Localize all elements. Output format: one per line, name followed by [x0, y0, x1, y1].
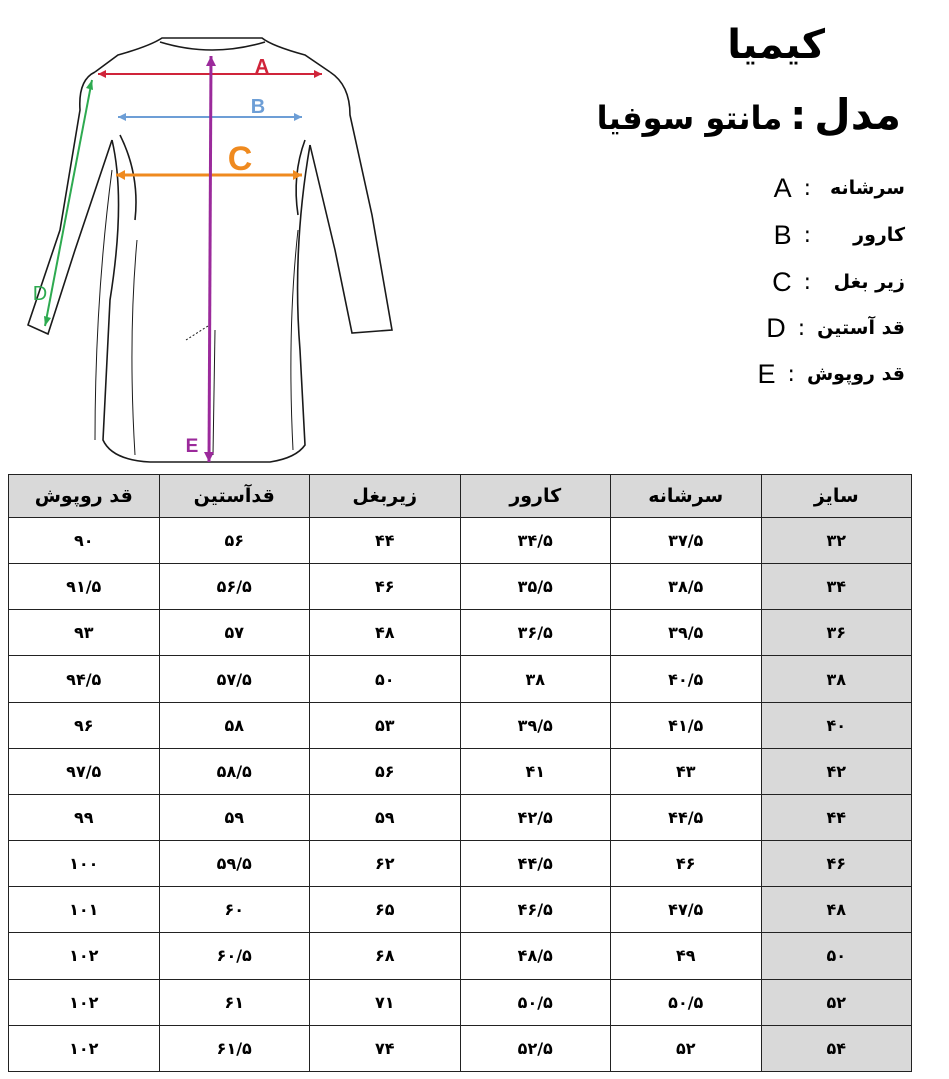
- back-width-cell: ۴۶/۵: [460, 887, 611, 933]
- chest-cell: ۶۲: [310, 841, 461, 887]
- sleeve-length-cell: ۶۱/۵: [159, 1025, 310, 1071]
- chest-cell: ۵۹: [310, 794, 461, 840]
- back-width-cell: ۵۰/۵: [460, 979, 611, 1025]
- coat-length-cell: ۱۰۲: [9, 933, 160, 979]
- back-width-cell: ۳۴/۵: [460, 518, 611, 564]
- legend-row-d: [705, 310, 905, 346]
- sleeve-length-cell: ۵۹: [159, 794, 310, 840]
- back-width-cell: ۴۴/۵: [460, 841, 611, 887]
- coat-length-cell: ۹۹: [9, 794, 160, 840]
- legend-row-a: [705, 170, 905, 206]
- legend-colon: :: [803, 269, 811, 295]
- legend-code: D: [766, 312, 786, 343]
- size-cell: ۴۸: [761, 887, 912, 933]
- back-width-cell: ۴۱: [460, 748, 611, 794]
- coat-length-cell: ۹۰: [9, 518, 160, 564]
- chest-cell: ۵۶: [310, 748, 461, 794]
- header-coat-length: قد روپوش: [9, 475, 160, 518]
- table-row: [9, 702, 912, 748]
- model-name: مانتو سوفیا: [596, 99, 783, 137]
- legend-label: سرشانه: [830, 177, 905, 199]
- shoulder-cell: ۳۷/۵: [611, 518, 762, 564]
- coat-length-cell: ۱۰۱: [9, 887, 160, 933]
- table-row: [9, 610, 912, 656]
- sleeve-length-cell: ۵۸: [159, 702, 310, 748]
- measure-c-label: C: [227, 140, 253, 178]
- back-width-cell: ۴۲/۵: [460, 794, 611, 840]
- shoulder-cell: ۴۰/۵: [611, 656, 762, 702]
- legend-label: قد آستین: [817, 317, 905, 339]
- sleeve-length-cell: ۶۰: [159, 887, 310, 933]
- sleeve-length-cell: ۵۷/۵: [159, 656, 310, 702]
- chest-cell: ۶۸: [310, 933, 461, 979]
- table-row: [9, 841, 912, 887]
- sleeve-length-cell: ۶۱: [159, 979, 310, 1025]
- shoulder-cell: ۴۱/۵: [611, 702, 762, 748]
- legend-colon: :: [797, 315, 806, 341]
- header-sleeve-length: قدآستین: [159, 475, 310, 518]
- chest-cell: ۴۶: [310, 564, 461, 610]
- size-cell: ۴۴: [761, 794, 912, 840]
- legend-code: C: [772, 266, 792, 297]
- back-width-cell: ۳۶/۵: [460, 610, 611, 656]
- legend-colon: :: [803, 222, 811, 248]
- size-cell: ۵۴: [761, 1025, 912, 1071]
- back-width-cell: ۳۵/۵: [460, 564, 611, 610]
- table-row: [9, 887, 912, 933]
- garment-diagram: [0, 0, 420, 470]
- coat-length-cell: ۹۱/۵: [9, 564, 160, 610]
- chest-cell: ۷۴: [310, 1025, 461, 1071]
- measure-d-label: D: [32, 283, 48, 305]
- table-row: [9, 1025, 912, 1071]
- shoulder-cell: ۴۷/۵: [611, 887, 762, 933]
- size-cell: ۳۲: [761, 518, 912, 564]
- coat-length-cell: ۹۳: [9, 610, 160, 656]
- coat-length-cell: ۱۰۲: [9, 979, 160, 1025]
- header-chest: زیربغل: [310, 475, 461, 518]
- chest-cell: ۴۴: [310, 518, 461, 564]
- model-colon: :: [790, 93, 807, 139]
- header-shoulder: سرشانه: [611, 475, 762, 518]
- legend-row-b: [705, 217, 905, 253]
- chest-cell: ۶۵: [310, 887, 461, 933]
- back-width-cell: ۳۹/۵: [460, 702, 611, 748]
- chest-cell: ۵۳: [310, 702, 461, 748]
- shoulder-cell: ۴۳: [611, 748, 762, 794]
- shoulder-cell: ۴۴/۵: [611, 794, 762, 840]
- sleeve-length-cell: ۵۹/۵: [159, 841, 310, 887]
- coat-length-cell: ۹۴/۵: [9, 656, 160, 702]
- size-cell: ۵۲: [761, 979, 912, 1025]
- size-cell: ۳۸: [761, 656, 912, 702]
- size-cell: ۳۴: [761, 564, 912, 610]
- measure-b-label: B: [250, 96, 266, 118]
- chest-cell: ۴۸: [310, 610, 461, 656]
- size-cell: ۴۶: [761, 841, 912, 887]
- coat-length-cell: ۹۶: [9, 702, 160, 748]
- shoulder-cell: ۳۹/۵: [611, 610, 762, 656]
- shoulder-cell: ۴۹: [611, 933, 762, 979]
- size-table: [8, 474, 912, 1072]
- legend-colon: :: [803, 175, 811, 201]
- header-back-width: کارور: [460, 475, 611, 518]
- table-row: [9, 656, 912, 702]
- measure-e-label: E: [185, 436, 199, 457]
- legend-label: زیر بغل: [833, 271, 905, 293]
- header-size: سایز: [761, 475, 912, 518]
- table-row: [9, 748, 912, 794]
- back-width-cell: ۵۲/۵: [460, 1025, 611, 1071]
- table-row: [9, 518, 912, 564]
- table-row: [9, 794, 912, 840]
- table-header-row: [9, 475, 912, 518]
- sleeve-length-cell: ۵۷: [159, 610, 310, 656]
- shoulder-cell: ۵۲: [611, 1025, 762, 1071]
- table-row: [9, 564, 912, 610]
- legend-colon: :: [787, 361, 795, 387]
- model-title: [597, 90, 901, 139]
- legend-label: قد روپوش: [806, 363, 905, 385]
- legend-code: E: [757, 358, 776, 389]
- size-cell: ۵۰: [761, 933, 912, 979]
- size-cell: ۴۲: [761, 748, 912, 794]
- shoulder-cell: ۵۰/۵: [611, 979, 762, 1025]
- sleeve-length-cell: ۶۰/۵: [159, 933, 310, 979]
- legend-code: B: [773, 219, 792, 250]
- legend-label: کارور: [853, 224, 905, 246]
- table-row: [9, 933, 912, 979]
- size-cell: ۳۶: [761, 610, 912, 656]
- shoulder-cell: ۴۶: [611, 841, 762, 887]
- shoulder-cell: ۳۸/۵: [611, 564, 762, 610]
- legend-code: A: [773, 172, 792, 203]
- coat-length-cell: ۱۰۲: [9, 1025, 160, 1071]
- sleeve-length-cell: ۵۸/۵: [159, 748, 310, 794]
- legend-row-c: [705, 264, 905, 300]
- brand-title: کیمیا: [727, 22, 825, 68]
- coat-length-cell: ۹۷/۵: [9, 748, 160, 794]
- chest-cell: ۷۱: [310, 979, 461, 1025]
- measure-a-label: A: [254, 56, 270, 78]
- chest-cell: ۵۰: [310, 656, 461, 702]
- back-width-cell: ۳۸: [460, 656, 611, 702]
- size-cell: ۴۰: [761, 702, 912, 748]
- back-width-cell: ۴۸/۵: [460, 933, 611, 979]
- model-label: مدل: [814, 90, 901, 139]
- coat-length-cell: ۱۰۰: [9, 841, 160, 887]
- table-row: [9, 979, 912, 1025]
- legend-row-e: [705, 356, 905, 392]
- sleeve-length-cell: ۵۶/۵: [159, 564, 310, 610]
- sleeve-length-cell: ۵۶: [159, 518, 310, 564]
